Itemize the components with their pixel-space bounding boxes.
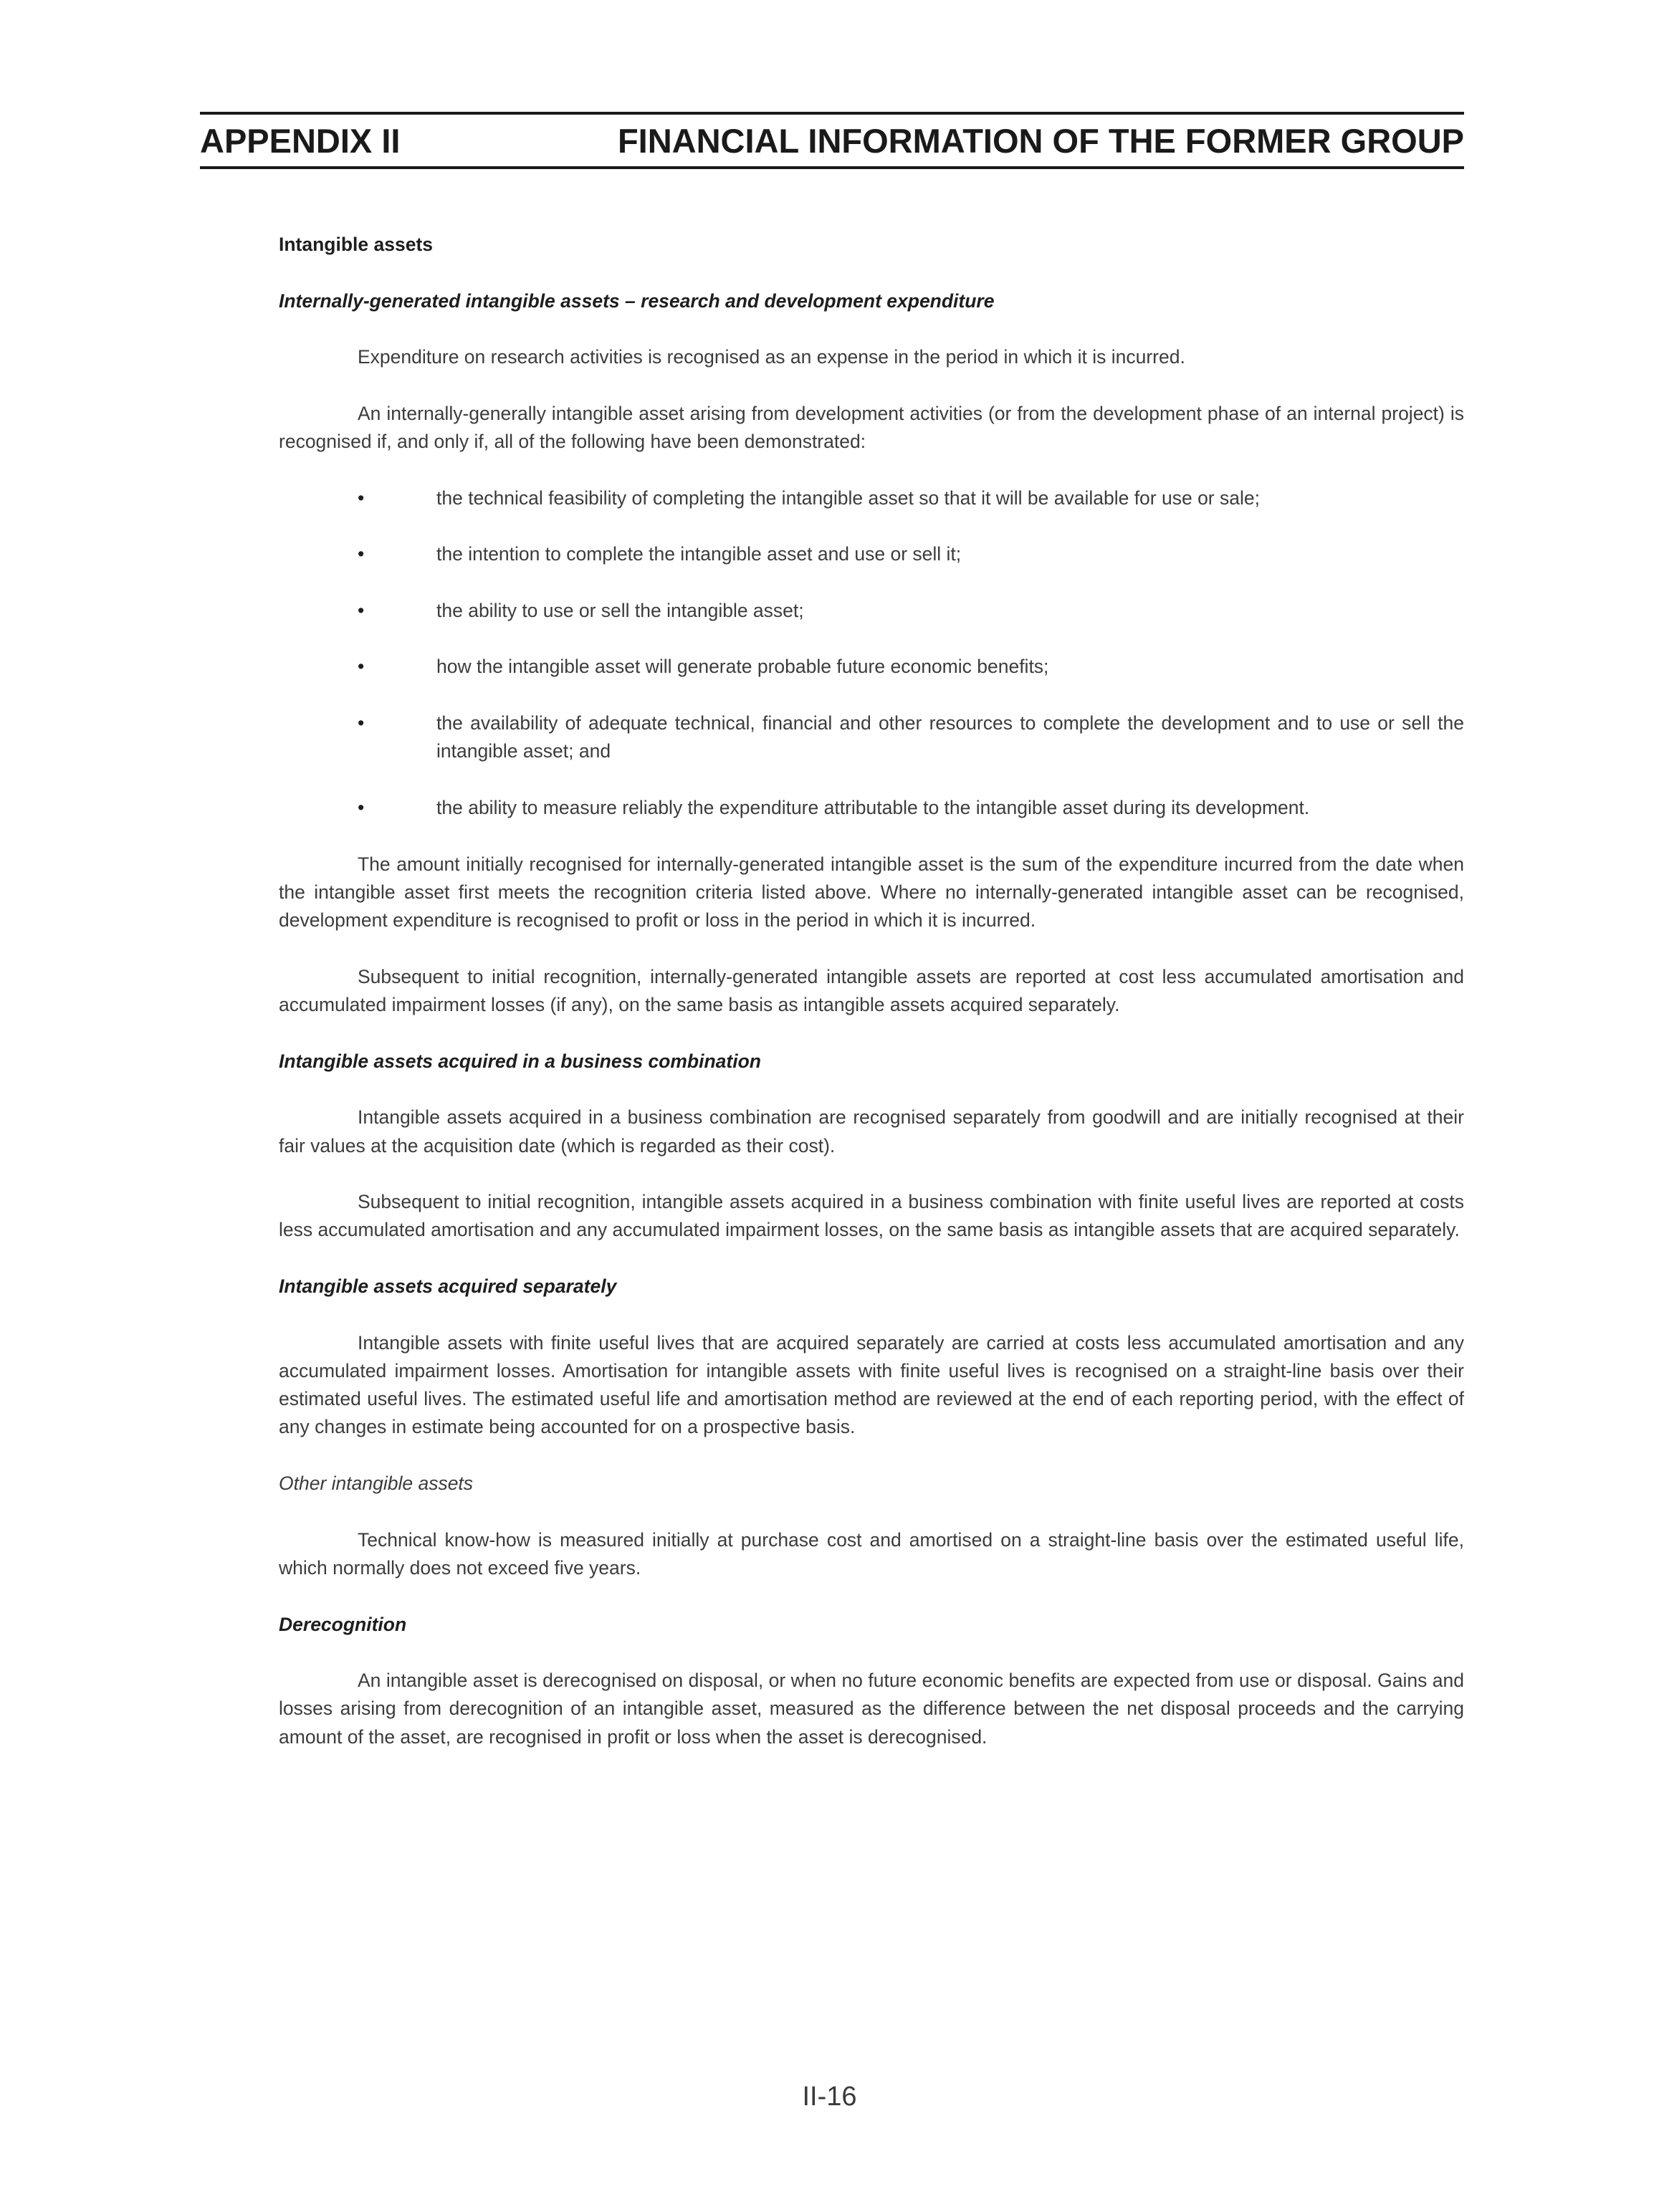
- bullet-icon: •: [358, 656, 365, 678]
- paragraph: Subsequent to initial recognition, intangible assets acquired in a business combination with finite useful lives are reported at costs less accumulated amortisation and any accumulated impairment losses, on the same basis as intangible assets that are acquired separately.: [279, 1191, 1464, 1241]
- list-item-text: the technical feasibility of completing the intangible asset so that it will be available for use or sale;: [436, 487, 1260, 509]
- subsection-heading-rd: Internally-generated intangible assets – research and development expenditure: [279, 289, 995, 312]
- subsection-heading-derecognition: Derecognition: [279, 1613, 407, 1635]
- header-title: FINANCIAL INFORMATION OF THE FORMER GROUP: [617, 122, 1464, 160]
- paragraph: An intangible asset is derecognised on disposal, or when no future economic benefits are expected from use or disposal. Gains and losses arising from derecognition of an intangible asset, measured as the difference between the net disposal proceeds and the carrying amount of the asset, are recognised in profit or loss when the asset is derecognised.: [279, 1670, 1464, 1748]
- paragraph: Subsequent to initial recognition, internally-generated intangible assets are reported at cost less accumulated amortisation and accumulated impairment losses (if any), on the same basis as intangible assets acquired separately.: [279, 965, 1464, 1016]
- bullet-icon: •: [358, 796, 365, 818]
- list-item-text: the availability of adequate technical, financial and other resources to complete the development and to use or sell the intangible asset; and: [436, 712, 1464, 762]
- document-body: [279, 231, 1464, 1779]
- subsection-heading-acquired-separately: Intangible assets acquired separately: [279, 1275, 617, 1297]
- page-number: II-16: [802, 2082, 857, 2112]
- paragraph: Intangible assets with finite useful lives that are acquired separately are carried at costs less accumulated amortisation and any accumulated impairment losses. Amortisation for intangible assets with finite useful lives is recognised on a straight-line basis over their estimated useful lives. The estimated useful life and amortisation method are reviewed at the end of each reporting period, with the effect of any changes in estimate being accounted for on a prospective basis.: [279, 1331, 1464, 1438]
- subsection-heading-business-combination: Intangible assets acquired in a business combination: [279, 1050, 761, 1072]
- paragraph: Intangible assets acquired in a business combination are recognised separately from goodwill and are initially recognised at their fair values at the acquisition date (which is regarded as their cost).: [279, 1106, 1464, 1157]
- list-item: [279, 653, 1464, 681]
- criteria-list: [279, 484, 1464, 823]
- subsection-heading-other: Other intangible assets: [279, 1473, 474, 1495]
- list-item: [279, 794, 1464, 822]
- appendix-label: APPENDIX II: [200, 122, 401, 160]
- bullet-icon: •: [358, 712, 365, 734]
- list-item: [279, 709, 1464, 766]
- list-item: [279, 597, 1464, 625]
- section-title: Intangible assets: [279, 234, 434, 255]
- paragraph: The amount initially recognised for internally-generated intangible asset is the sum of the expenditure incurred from the date when the intangible asset first meets the recognition criteria listed above. Where no internally-generated intangible asset can be recognised, development expenditure is recognised to profit or loss in the period in which it is incurred.: [279, 853, 1464, 932]
- list-item-text: how the intangible asset will generate probable future economic benefits;: [436, 656, 1049, 678]
- bullet-icon: •: [358, 487, 365, 509]
- list-item-text: the intention to complete the intangible asset and use or sell it;: [436, 543, 962, 565]
- paragraph: Technical know-how is measured initially at purchase cost and amortised on a straight-line basis over the estimated useful life, which normally does not exceed five years.: [279, 1528, 1464, 1579]
- bullet-icon: •: [358, 599, 365, 621]
- paragraph: An internally-generally intangible asset arising from development activities (or from the development phase of an internal project) is recognised if, and only if, all of the following have been demonstrated:: [279, 402, 1464, 453]
- list-item-text: the ability to use or sell the intangible asset;: [436, 599, 804, 621]
- list-item-text: the ability to measure reliably the expenditure attributable to the intangible asset during its development.: [436, 796, 1310, 818]
- list-item: [279, 484, 1464, 512]
- page-header: [200, 112, 1464, 169]
- list-item: [279, 540, 1464, 568]
- bullet-icon: •: [358, 543, 365, 565]
- paragraph: Expenditure on research activities is recognised as an expense in the period in which it is incurred.: [358, 346, 1185, 368]
